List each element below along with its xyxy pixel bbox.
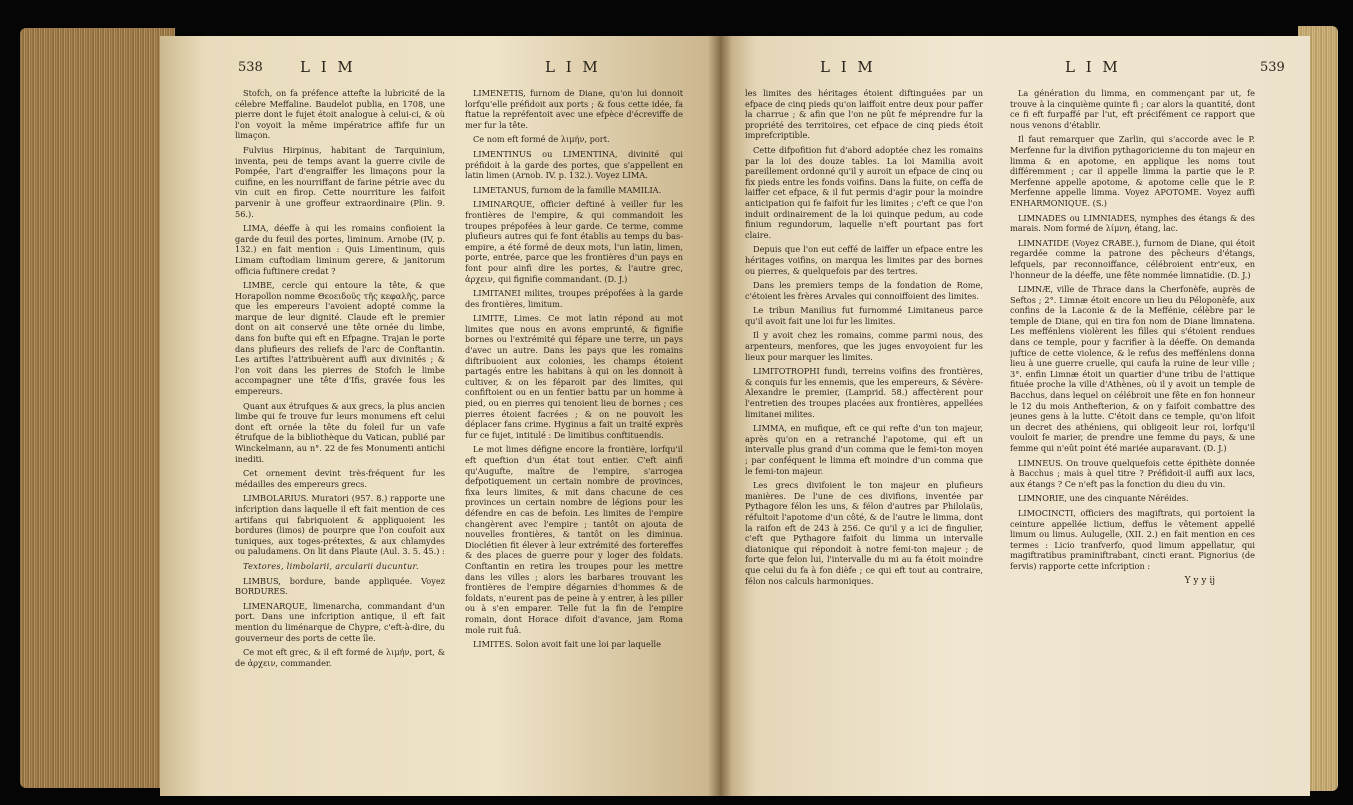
paragraph: LIMBOLARIUS. Muratori (957. 8.) rapporte une infcription dans laquelle il eft fait mention de ces artifans qui fabriquoient & appliquoient les bordures (limos) de pourpre que l'on coufoit aux tuniques, aux toges-prétextes, & aux chlamydes ou paludamens. On lit dans Plaute (Aul. 3. 5. 45.) : xyxy=(235,493,445,557)
paragraph: LIMETANUS, furnom de la famille MAMILIA. xyxy=(473,184,662,195)
quotation: Textores, limbolarii, arcularii ducuntur. xyxy=(243,560,419,571)
paragraph: LIMITOTROPHI fundi, terreins voifins des frontières, & conquis fur les ennemis, que les empereurs, & Sévère-Alexandre le premier, (Lamprid. 58.) affectèrent pour l'entretien des troupes placées aux frontières, appellées limitanei milites. xyxy=(745,366,983,419)
paragraph: LIMA, déeffe à qui les romains confioient la garde du feuil des portes, liminum. Arnobe (IV, p. 132.) en fait mention : Quis Limentinum, quis Limam cuftodiam liminum gerere, & janitorum officia fuftinere credat ? xyxy=(235,223,445,276)
paragraph: Le mot limes défigne encore la frontière, lorfqu'il eft queftion d'un état tout entier. C'eft ainfi qu'Augufte, maître de l'empire, s'arrogea defpotiquement un certain nombre de provinces, fixa leurs limites, & mit dans chacune de ces provinces un certain nombre de légions pour les défendre en cas de befoin. Les limites de l'empire changèrent avec l'empire ; tantôt on ajouta de nouvelles frontières, & tantôt on les diminua. Dioclétien fit élever à leur extrémité des fortereffes & des places de guerre pour y loger des foldats. Conftantin en retira les troupes pour les mettre dans les villes ; alors les barbares trouvant les frontières de l'empire dégarnies d'hommes & de foldats, n'eurent pas de peine à y entrer, à les piller ou à s'en emparer. Telle fut la fin de l'empire romain, dont Horace difoit d'avance, jam Roma mole ruit fuâ. xyxy=(465,444,683,635)
paragraph: LIMENARQUE, limenarcha, commandant d'un port. Dans une infcription antique, il eft fait mention du liménarque de Chypre, c'eft-à-dire, du gouverneur des ports de cette île. xyxy=(235,600,445,643)
right-running-head-b: L I M xyxy=(1065,58,1121,76)
left-page xyxy=(160,36,720,796)
paragraph: Ce mot eft grec, & il eft formé de λιμήν, port, & de ἀρχειν, commander. xyxy=(235,647,445,668)
paragraph: LIMENTINUS ou LIMENTINA, divinité qui préfidoit à la garde des portes, que s'appellent en latin limen (Arnob. IV. p. 132.). Voyez LIMA. xyxy=(465,148,683,181)
paragraph: LIMBUS, bordure, bande appliquée. Voyez BORDURES. xyxy=(235,575,445,597)
paragraph: LIMNATIDE (Voyez CRABE.), furnom de Diane, qui étoit regardée comme la patrone des pêcheurs d'étangs, lefquels, par reconnoiffance, célébroient entr'eux, en l'honneur de la déeffe, une fête nommée limnatidie. (D. J.) xyxy=(1010,237,1255,280)
paragraph: Ce nom eft formé de λιμήν, port. xyxy=(473,134,610,145)
paragraph: les limites des héritages étoient diftinguées par un efpace de cinq pieds qu'on laiffoit entre deux pour paffer la charrue ; & afin que l'on ne pût fe méprendre fur la propriété des territoires, cet efpace de cinq pieds étoit imprefcriptible. xyxy=(745,88,983,141)
right-page-header xyxy=(720,58,1310,82)
right-page-number: 539 xyxy=(1260,60,1285,75)
right-page-column-1 xyxy=(745,88,983,786)
paragraph: LIMNADES ou LIMNIADES, nymphes des étangs & des marais. Nom formé de λίμνη, étang, lac. xyxy=(1010,212,1255,234)
paragraph: LIMNÆ, ville de Thrace dans la Cherfonèfe, auprès de Seftos ; 2°. Limnæ étoit encore un lieu du Péloponèfe, aux confins de la Laconie & de la Meffénie, célèbre par le temple de Diane, qui en tira fon nom de Diane limnatena. Les meffénlens violèrent les filles qui s'étoient rendues dans ce temple, pour y facrifier à la déeffe. On demanda juftice de cette violence, & le refus des meffénlens donna lieu à une guerre cruelle, qui caufa la ruine de leur ville ; 3°. enfin Limnæ étoit un quartier d'une tribu de l'attique fituée proche la ville d'Athènes, où il y avoit un temple de Bacchus, dans lequel on célébroit une fête en fon honneur le 12 du mois Anthefterion, & on y faifoit combattre des jeunes gens à la lutte. C'étoit dans ce temple, qu'on lifoit un decret des athéniens, qui obligeoit leur roi, lorfqu'il vouloit fe marier, de prendre une femme du pays, & une femme qui n'eût point été mariée auparavant. (D. J.) xyxy=(1010,284,1255,453)
paragraph: LIMOCINCTI, officiers des magiftrats, qui portoient la ceinture appellée lictium, deffus le vêtement appellé limum ou limus. Aulugelle, (XII. 2.) en fait mention en ces termes : Licio tranfverfo, quod limum appellatur, qui magiftratibus praminiftrabant, cincti erant. Pignorius (de fervis) rapporte cette infcription : xyxy=(1010,507,1255,571)
paragraph: Il faut remarquer que Zarlin, qui s'accorde avec le P. Merfenne fur la divifion pythagoricienne du ton majeur en limma & en apotome, en applique les noms tout différemment ; car il appelle limma la partie que le P. Merfenne appelle apotome, & apotome celle que le P. Merfenne appelle limma. Voyez APOTOME. Voyez auffi ENHARMONIQUE. (S.) xyxy=(1010,134,1255,208)
right-page-column-2 xyxy=(1010,88,1255,786)
paragraph: Cet ornement devint très-fréquent fur les médailles des empereurs grecs. xyxy=(235,468,445,489)
paragraph: Cette difpofition fut d'abord adoptée chez les romains par la loi des douze tables. La loi Mamilia avoit pareillement ordonné qu'il y auroit un efpace de cinq ou fix pieds entre les fonds voifins. Dans la fuite, on ceffa de laiffer cet efpace, & il fut permis d'agir pour la moindre anticipation qui fe faifoit fur les limites ; c'eft ce que l'on induit ordinairement de la loi quinque pedum, au code finium regundorum, laquelle n'eft pourtant pas fort claire. xyxy=(745,144,983,240)
paragraph: LIMITE, Limes. Ce mot latin répond au mot limites que nous en avons emprunté, & fignifie bornes ou l'extrémité qui fépare une terre, un pays d'avec un autre. Dans les pays que les romains diftribuoient aux colonies, les champs étoient partagés entre les habitans à qui on les donnoit à cultiver, & on les féparoit par des limites, qui confiftoient ou en un fentier battu par un homme à pied, ou en pierres qui tenoient lieu de bornes ; ces pierres étoient facrées ; & on ne pouvoit les déplacer fans crime. Hyginus a fait un traité exprès fur ce fujet, intitulé : De limitibus conftituendis. xyxy=(465,313,683,440)
left-page-header xyxy=(160,58,720,82)
left-page-number: 538 xyxy=(238,60,263,75)
paragraph: Le tribun Manilius fut furnommé Limitaneus parce qu'il avoit fait une loi fur les limites. xyxy=(745,305,983,326)
paragraph: LIMBE, cercle qui entoure la tête, & que Horapollon nomme Θεοειδοῦς τῆς κεφαλῆς, parce que les empereurs l'avoient adopté comme la marque de leur dignité. Claude eft le premier dont on ait conservé une tête ornée du limbe, dans fon bufte qui eft en Efpagne. Trajan le porte dans plufieurs des reliefs de l'arc de Conftantin. Les artiftes l'attribuèrent auffi aux divinités ; & l'on voit dans les pierres de Stofch le limbe accompagner une tête d'Ifis, gravée fous les empereurs. xyxy=(235,280,445,397)
right-running-head-a: L I M xyxy=(820,58,876,76)
paragraph: La génération du limma, en commençant par ut, fe trouve à la cinquième quinte fi ; car alors la quantité, dont ce fi eft furpaffé par l'ut, eft précifément ce rapport que nous venons d'établir. xyxy=(1010,88,1255,130)
left-page-column-2 xyxy=(465,88,683,786)
paragraph: Les grecs divifoient le ton majeur en plufieurs manières. De l'une de ces divifions, inventée par Pythagore félon les uns, & félon d'autres par Philolaüs, réfultoit l'apotome d'un côté, & de l'autre le limma, dont la raifon eft de 243 à 256. Ce qu'il y a ici de fingulier, c'eft que Pythagore faifoit du limma un intervalle diatonique qui répondoit à notre femi-ton majeur ; de forte que felon lui, l'intervalle du mi au fa étoit moindre que celui du fa à fon dièfe ; ce qui eft tout au contraire, félon nos calculs harmoniques. xyxy=(745,480,983,586)
left-page-column-1 xyxy=(235,88,445,786)
signature-mark: Y y y ij xyxy=(1184,575,1215,586)
paragraph: LIMNEUS. On trouve quelquefois cette épithète donnée à Bacchus ; mais à quel titre ? Préfidoit-il auffi aux lacs, aux étangs ? Ce n'eft pas la fonction du dieu du vin. xyxy=(1010,457,1255,489)
paragraph: LIMNORIE, une des cinquante Néréides. xyxy=(1018,493,1189,504)
paragraph: Stofch, on fa préfence attefte la lubricité de la célebre Meffaline. Baudelot publia, en 1708, une pierre dont le fujet étoit analogue à celui-ci, & où l'on voyoit la même impératrice affife fur un limaçon. xyxy=(235,88,445,141)
paragraph: LIMENETIS, furnom de Diane, qu'on lui donnoit lorfqu'elle préfidoit aux ports ; & fous cette idée, fa ftatue la repréfentoit avec une efpèce d'écreviffe de mer fur la tête. xyxy=(465,88,683,130)
paragraph: LIMMA, en mufique, eft ce qui refte d'un ton majeur, après qu'on en a retranché l'apotome, qui eft un intervalle plus grand d'un comma que le femi-ton moyen ; par conféquent le limma eft moindre d'un comma que le femi-ton majeur. xyxy=(745,423,983,476)
paragraph: LIMINARQUE, officier deftiné à veiller fur les frontières de l'empire, & qui commandoit les troupes prépofées à leur garde. Ce terme, comme plufieurs autres qui fe font établis au temps du bas-empire, a été formé de deux mots, l'un latin, limen, porte, entrée, parce que les frontières d'un pays en font pour ainfi dire les portes, & l'autre grec, ἀρχειν, qui fignifie commandant. (D. J.) xyxy=(465,199,683,284)
paragraph: Il y avoit chez les romains, comme parmi nous, des arpenteurs, menfores, que les juges envoyoient fur les lieux pour marquer les limites. xyxy=(745,330,983,362)
book-edge-left xyxy=(20,28,175,788)
right-page xyxy=(720,36,1310,796)
left-running-head-a: L I M xyxy=(300,58,356,76)
open-book xyxy=(20,18,1338,798)
paragraph: Fulvius Hirpinus, habitant de Tarquinium, inventa, peu de temps avant la guerre civile de Pompée, l'art d'engraiffer les limaçons pour la cuifine, en les nourriffant de farine pétrie avec du vin cuit en firop. Cette nourriture les faifoit parvenir à une groffeur extraordinaire (Plin. 9. 56.). xyxy=(235,144,445,219)
paragraph: Depuis que l'on eut ceffé de laiffer un efpace entre les héritages voifins, on marqua les limites par des bornes ou pierres, & quelquefois par des tertres. xyxy=(745,244,983,276)
paragraph: Quant aux étrufques & aux grecs, la plus ancien limbe qui fe trouve fur leurs monumens eft celui dont eft ornée la tête du foleil fur un vafe étrufque de la bibliothèque du Vatican, publié par Winckelmann, au n°. 22 de fes Monumenti antichi inediti. xyxy=(235,400,445,464)
book-gutter xyxy=(708,36,732,796)
paragraph: LIMITANEI milites, troupes prépofées à la garde des frontières, limitum. xyxy=(465,288,683,309)
paragraph: Dans les premiers temps de la fondation de Rome, c'étoient les frères Arvales qui connoiffoient des limites. xyxy=(745,280,983,301)
left-running-head-b: L I M xyxy=(545,58,601,76)
paragraph: LIMITES. Solon avoit fait une loi par laquelle xyxy=(473,639,661,650)
